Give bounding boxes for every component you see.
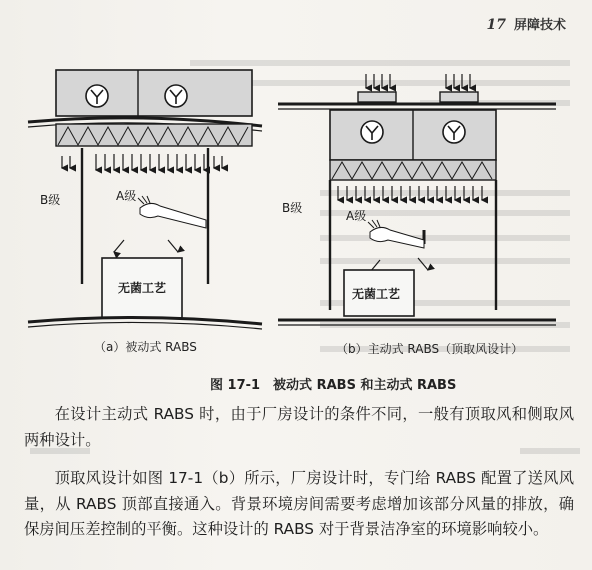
panel-a-glove-arm bbox=[138, 196, 206, 228]
panel-a-caption: （a）被动式 RABS bbox=[94, 340, 197, 354]
figure-caption: 图 17-1 被动式 RABS 和主动式 RABS bbox=[210, 378, 457, 393]
panel-b-glove-arm bbox=[368, 220, 424, 248]
panel-b-supply-air-inlet bbox=[366, 74, 470, 88]
panel-b-zone-b-label: B级 bbox=[282, 201, 303, 215]
fan-icon bbox=[165, 85, 187, 107]
fan-icon bbox=[361, 121, 383, 143]
panel-b-caption: （b）主动式 RABS（顶取风设计） bbox=[336, 342, 524, 356]
paragraph-1-text: 在设计主动式 RABS 时，由于厂房设计的条件不同，一般有顶取风和侧取风两种设计。 bbox=[24, 405, 574, 449]
panel-a-process-label: 无菌工艺 bbox=[118, 281, 167, 295]
panel-a-fan-units bbox=[56, 70, 252, 116]
paragraph-1 bbox=[24, 402, 574, 453]
panel-a-flow-to-process bbox=[114, 240, 178, 252]
panel-b-hepa-filter bbox=[330, 160, 496, 180]
panel-a-side-airflow bbox=[62, 156, 222, 168]
paragraph-2 bbox=[24, 466, 574, 543]
panel-a-unidirectional-airflow bbox=[96, 154, 204, 170]
panel-a-hepa-filter bbox=[56, 124, 252, 146]
fan-icon bbox=[443, 121, 465, 143]
panel-b-active-rabs bbox=[278, 74, 556, 325]
panel-b-process-label: 无菌工艺 bbox=[352, 287, 401, 301]
fan-icon bbox=[86, 85, 108, 107]
panel-b-zone-a-label: A级 bbox=[346, 209, 367, 223]
panel-a-zone-b-label: B级 bbox=[40, 193, 61, 207]
panel-b-unidirectional-airflow bbox=[338, 186, 482, 200]
chapter-title: 屏障技术 bbox=[513, 18, 566, 33]
panel-a-zone-a-label: A级 bbox=[116, 189, 137, 203]
chapter-number: 17 bbox=[486, 17, 506, 33]
paragraph-2-text: 顶取风设计如图 17-1（b）所示，厂房设计时，专门给 RABS 配置了送风风量，从 RABS 顶部直接通入。背景环境房间需要考虑增加该部分风量的排放，确保房间压差控制的平衡。这种设计的 RABS 对于背景洁净室的环境影响较小。 bbox=[24, 469, 574, 538]
